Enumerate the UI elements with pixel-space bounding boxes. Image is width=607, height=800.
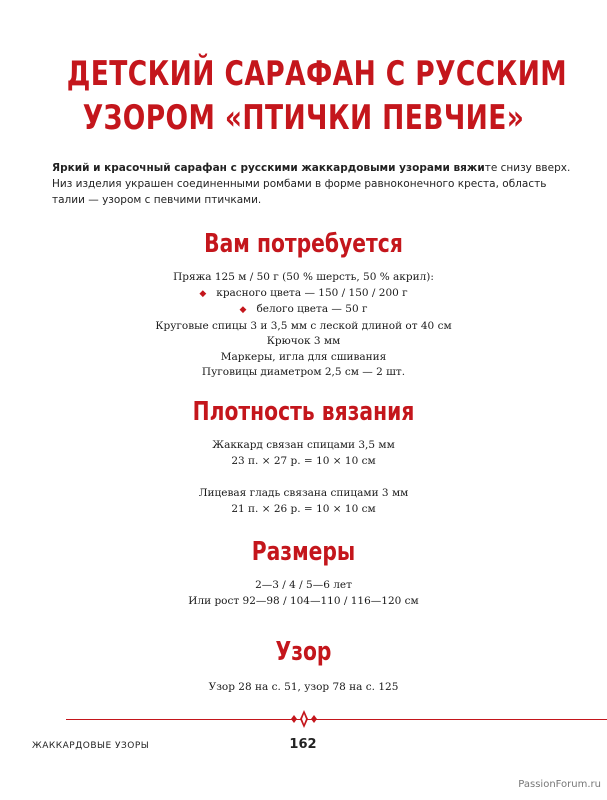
article-title-line-1: ДЕТСКИЙ САРАФАН С РУССКИМ [66,54,568,94]
material-item: Круговые спицы 3 и 3,5 мм с леской длиной от 40 см [155,319,452,332]
sizes-heading: Размеры [251,537,356,567]
sizes-info [0,578,607,609]
materials-list [0,270,607,381]
stockinette-label: Лицевая гладь связана спицами 3 мм [198,487,409,499]
material-item: Крючок 3 мм [266,335,341,347]
pattern-heading: Узор [275,637,332,667]
sizes-ages: 2—3 / 4 / 5—6 лет [255,579,352,591]
jacquard-value: 23 п. × 27 р. = 10 × 10 см [231,454,376,467]
watermark: PassionForum.ru [518,779,601,790]
diamond-bullet-icon: ◆ [239,305,247,315]
materials-heading: Вам потребуется [204,229,403,259]
intro-paragraph [52,160,572,208]
article-title [66,52,568,140]
article-title-line-2: УЗОРОМ «ПТИЧКИ ПЕВЧИЕ» [82,98,525,138]
footer-rule [66,719,607,720]
running-title: ЖАККАРДОВЫЕ УЗОРЫ [32,741,150,751]
material-item: Пуговицы диаметром 2,5 см — 2 шт. [201,366,406,378]
page-number: 162 [289,737,317,752]
jacquard-label: Жаккард связан спицами 3,5 мм [212,439,395,451]
intro-rest: те снизу вверх. Низ изделия украшен соединенными ромбами в форме равноконечного креста, область талии — узором с певчими птичками. [52,162,571,206]
gauge-heading: Плотность вязания [192,397,415,427]
diamond-bullet-icon: ◆ [199,288,207,299]
pattern-reference: Узор 28 на с. 51, узор 78 на с. 125 [208,681,399,693]
pattern-info [0,680,607,696]
sizes-heights: Или рост 92—98 / 104—110 / 116—120 см [188,594,419,607]
material-item: Маркеры, игла для сшивания [220,350,387,363]
stockinette-value: 21 п. × 26 р. = 10 × 10 см [231,502,376,515]
intro-bold-lead: Яркий и красочный сарафан с русскими жаккардовыми узорами вяжи [52,162,485,174]
color-item-white: ◆ белого цвета — 50 г [239,303,368,315]
yarn-line: Пряжа 125 м / 50 г (50 % шерсть, 50 % акрил): [173,271,434,283]
gauge-info [0,438,607,517]
color-item-red: ◆ красного цвета — 150 / 150 / 200 г [199,286,408,299]
footer-ornament-icon [287,709,321,731]
